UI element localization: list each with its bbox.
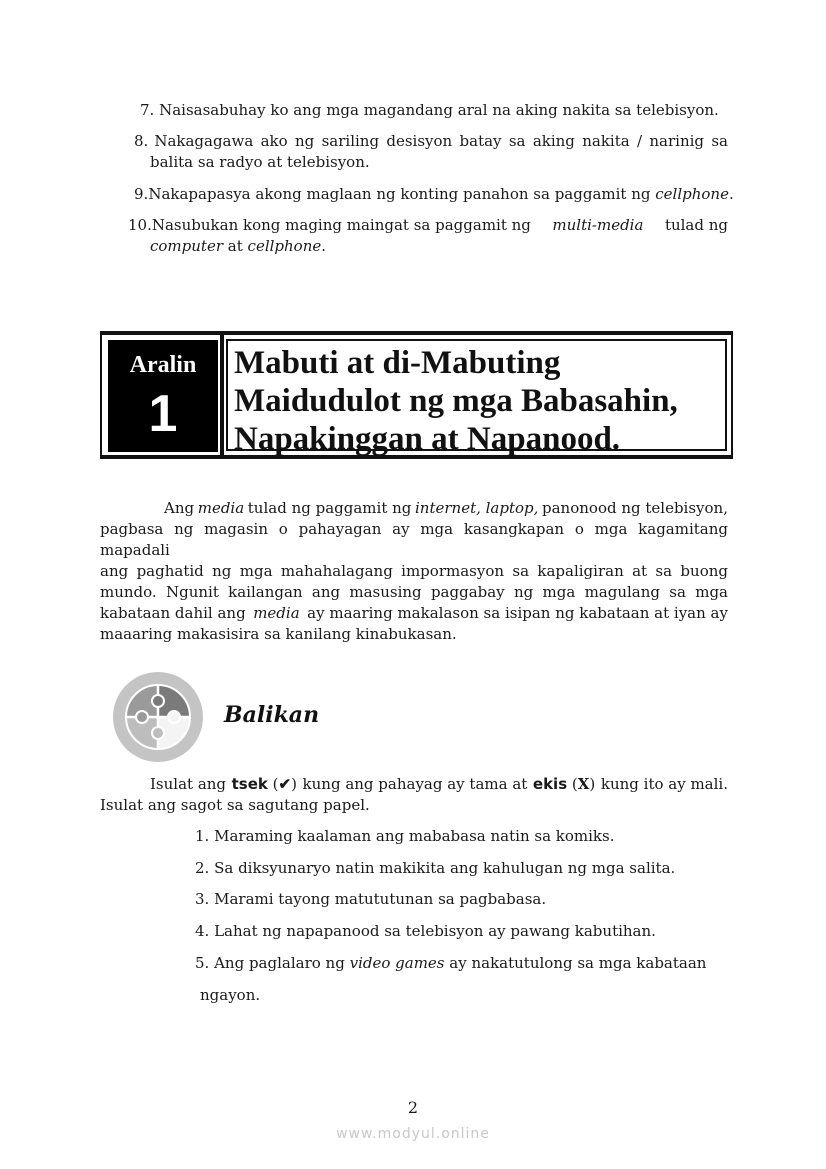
intro-italic-media: media bbox=[253, 604, 300, 622]
tsek-label: tsek bbox=[231, 775, 268, 793]
intro-text: kabataan dahil ang bbox=[100, 604, 246, 622]
list-item-10 bbox=[128, 215, 728, 257]
section-title: Balikan bbox=[224, 702, 320, 728]
intro-text: tulad ng paggamit ng bbox=[247, 499, 412, 517]
balikan-item-2 bbox=[195, 858, 675, 879]
lesson-number-box bbox=[108, 340, 218, 452]
intro-line-3: ang paghatid ng mga mahahalagang impormasyon sa kapaligiran at sa buong bbox=[100, 562, 728, 580]
list-item-8 bbox=[134, 131, 728, 173]
item-text: Maraming kaalaman ang mababasa natin sa komiks. bbox=[214, 827, 615, 845]
item-italic-computer: computer bbox=[150, 237, 223, 255]
item-text: Marami tayong matututunan sa pagbabasa. bbox=[214, 890, 547, 908]
item-text: Nakapapasya akong maglaan ng konting panahon sa paggamit ng bbox=[148, 185, 651, 203]
item-number: 1. bbox=[195, 827, 210, 845]
watermark: www.modyul.online bbox=[336, 1126, 490, 1142]
item-italic-multimedia: multi-media bbox=[552, 216, 644, 234]
item-text-post: ay nakatutulong sa mga kabataan bbox=[449, 954, 707, 972]
balikan-item-4 bbox=[195, 921, 656, 942]
item-text-mid: at bbox=[227, 237, 243, 255]
item-text: Nasubukan kong maging maingat sa paggamit ng bbox=[151, 216, 531, 234]
lesson-title-line-1: Mabuti at di-Mabuting bbox=[234, 345, 561, 381]
intro-italic-media: media bbox=[197, 499, 245, 517]
check-icon: ✔ bbox=[278, 775, 292, 793]
item-number: 8. bbox=[134, 132, 149, 150]
item-number: 9. bbox=[134, 185, 149, 203]
item-text: Naisasabuhay ko ang mga magandang aral na aking nakita sa telebisyon. bbox=[159, 101, 719, 119]
instructions-text: kung ang pahayag ay tama at bbox=[302, 775, 528, 793]
instructions-line-2: Isulat ang sagot sa sagutang papel. bbox=[100, 796, 370, 814]
intro-text: ay maaring makalason sa isipan ng kabataan at iyan ay bbox=[307, 604, 728, 622]
lesson-number: 1 bbox=[148, 385, 178, 443]
list-item-9 bbox=[134, 184, 734, 205]
lesson-label: Aralin bbox=[129, 352, 197, 378]
item-text-line1: Nakagagawa ako ng sariling desisyon batay sa aking nakita / narinig sa bbox=[154, 132, 728, 150]
balikan-item-1 bbox=[195, 826, 614, 847]
item-number: 7. bbox=[140, 101, 155, 119]
intro-line-6: maaaring makasisira sa kanilang kinabukasan. bbox=[100, 625, 457, 643]
item-text: Ang paglalaro ng bbox=[214, 954, 345, 972]
instructions bbox=[100, 774, 728, 816]
paren: ( bbox=[272, 775, 279, 793]
item-text: Sa diksyunaryo natin makikita ang kahulugan ng mga salita. bbox=[214, 859, 676, 877]
intro-paragraph bbox=[100, 498, 728, 645]
paren: ) bbox=[291, 775, 297, 793]
item-italic: video games bbox=[349, 954, 445, 972]
balikan-item-5-cont: ngayon. bbox=[200, 986, 261, 1004]
lesson-title-line-3: Napakinggan at Napanood. bbox=[234, 421, 621, 457]
banner-divider bbox=[220, 335, 224, 455]
instructions-text: Isulat ang bbox=[150, 775, 227, 793]
item-number: 10. bbox=[128, 216, 152, 234]
puzzle-icon bbox=[112, 671, 204, 763]
page-number: 2 bbox=[407, 1098, 419, 1117]
lesson-title-line-2: Maidudulot ng mga Babasahin, bbox=[234, 383, 678, 419]
x-icon: X bbox=[577, 775, 590, 793]
item-end: . bbox=[728, 185, 734, 203]
lesson-title-box bbox=[226, 339, 727, 457]
item-end: . bbox=[321, 237, 327, 255]
intro-italic-internet: internet, laptop, bbox=[415, 499, 539, 517]
item-number: 4. bbox=[195, 922, 210, 940]
lesson-banner bbox=[100, 331, 733, 459]
instructions-text: kung ito ay mali. bbox=[600, 775, 728, 793]
item-text-post: tulad ng bbox=[664, 216, 728, 234]
list-item-7 bbox=[140, 100, 730, 121]
paren: ) bbox=[589, 775, 596, 793]
item-text-line2: balita sa radyo at telebisyon. bbox=[150, 153, 370, 171]
paren: ( bbox=[571, 775, 578, 793]
intro-text: panonood ng telebisyon, bbox=[542, 499, 728, 517]
intro-line-4: mundo. Ngunit kailangan ang masusing paggabay ng mga magulang sa mga bbox=[100, 583, 728, 601]
balikan-item-3 bbox=[195, 889, 546, 910]
item-number: 3. bbox=[195, 890, 210, 908]
item-text: Lahat ng napapanood sa telebisyon ay pawang kabutihan. bbox=[214, 922, 656, 940]
balikan-item-5 bbox=[195, 953, 706, 974]
intro-text: Ang bbox=[164, 499, 195, 517]
ekis-label: ekis bbox=[532, 775, 568, 793]
intro-line-2: pagbasa ng magasin o pahayagan ay mga kasangkapan o mga kagamitang mapadali bbox=[100, 520, 728, 559]
item-number: 5. bbox=[195, 954, 210, 972]
item-italic: cellphone bbox=[655, 185, 729, 203]
item-italic-cellphone: cellphone bbox=[247, 237, 322, 255]
item-number: 2. bbox=[195, 859, 210, 877]
